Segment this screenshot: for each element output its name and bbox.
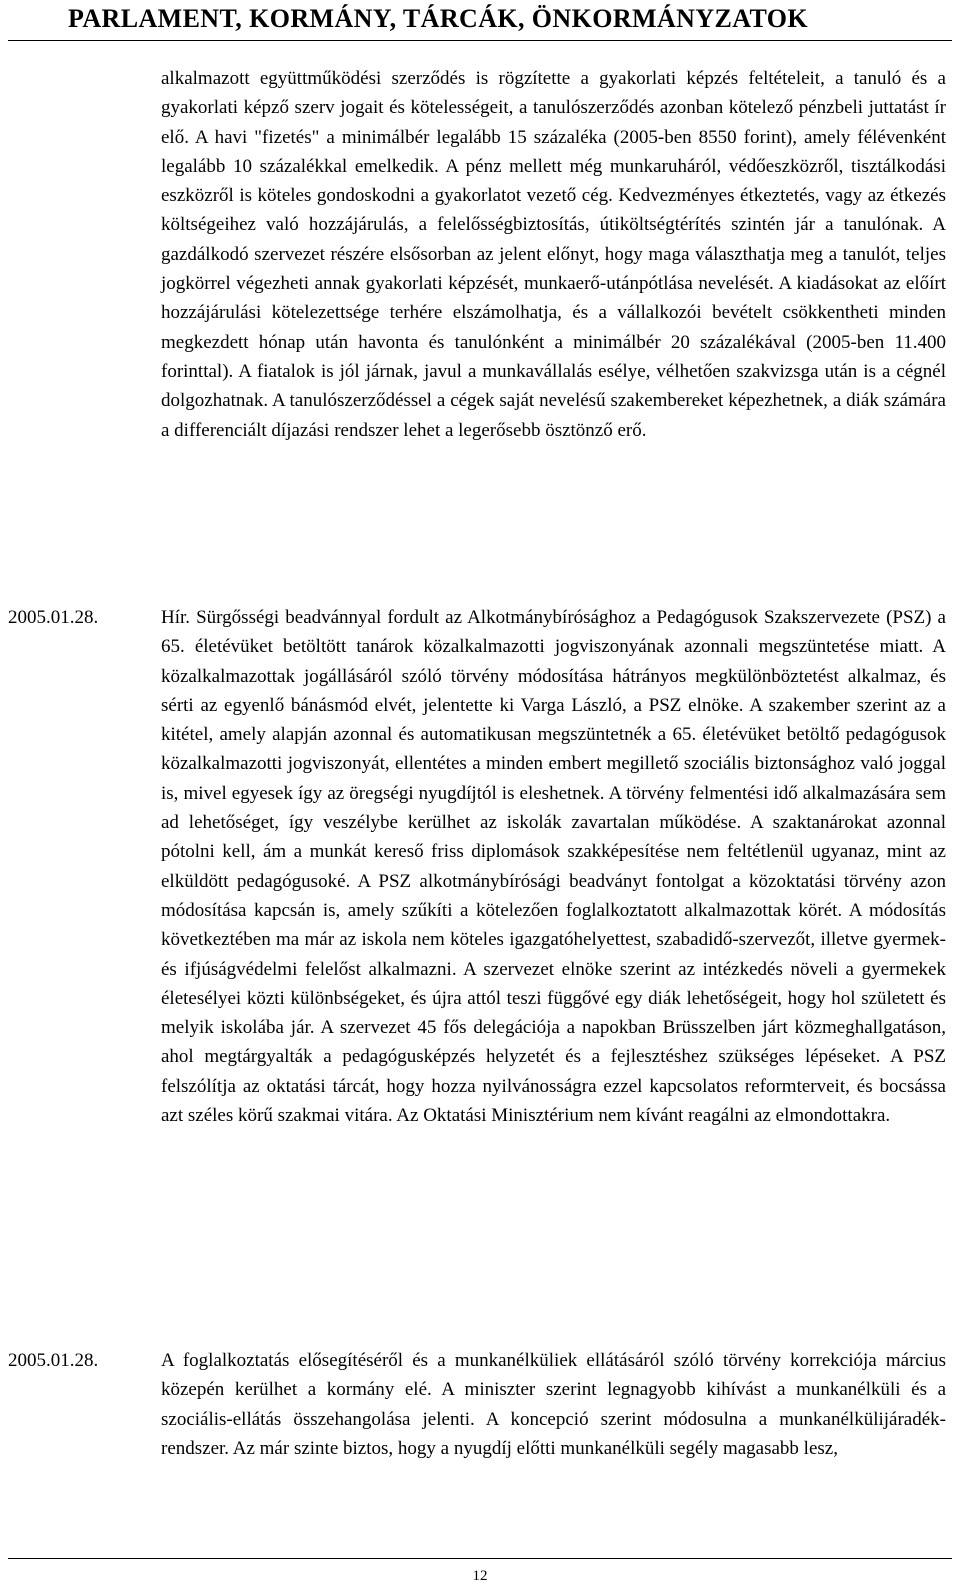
entry-text: A foglalkoztatás elősegítéséről és a munkanélküliek ellátásáról szóló törvény korrekciója március közepén kerülhet a kormány elé. A miniszter szerint legnagyobb kihívást a munkanélküli és a szociális-ellátás összehangolása jelenti. A koncepció szerint módosulna a munkanélkülijáradék-rendszer. Az már szinte biztos, hogy a nyugdíj előtti munkanélküli segély magasabb lesz, [161,1350,946,1459]
entry-text: Hír. Sürgősségi beadvánnyal fordult az Alkotmánybírósághoz a Pedagógusok Szakszervezete (PSZ) a 65. életévüket betöltött tanárok közalkalmazotti jogviszonyának azonnali megszüntetése miatt. A közalkalmazottak jogállásáról szóló törvény módosítása hátrányos megkülönböztetést alkalmaz, és sérti az egyenlő bánásmód elvét, jelentette ki Varga László, a PSZ elnöke. A szakember szerint az a kitétel, amely alapján azonnal és automatikusan megszüntetnék a 65. életévüket betöltő pedagógusok közalkalmazotti jogviszonyát, ellentétes a minden embert megillető szociális biztonsághoz való joggal is, mivel egyesek így az öregségi nyugdíjtól is eleshetnek. A törvény felmentési idő alkalmazására sem ad lehetőséget, így veszélybe kerülhet az iskolák zavartalan működése. A szaktanárokat azonnal pótolni kell, ám a munkát kereső friss diplomások szakképesítése nem feltétlenül ugyanaz, mint az elküldött pedagógusoké. A PSZ alkotmánybírósági beadványt fontolgat a közoktatási törvény azon módosítása kapcsán is, amely szűkíti a kötelezően foglalkoztatott alkalmazottak körét. A módosítás következtében ma már az iskola nem köteles igazgatóhelyettest, szabadidő-szervezőt, illetve gyermek- és ifjúságvédelmi felelőst alkalmazni. A szervezet elnöke szerint az intézkedés növeli a gyermekek életesélyei közti különbségeket, és újra attól teszi függővé egy diák lehetőségeit, hogy hol született és melyik iskolába jár. A szervezet 45 fős delegációja a napokban Brüsszelben járt közmeghallgatáson, ahol megtárgyalták a pedagógusképzés helyzetét és a fejlesztéshez szükséges lépéseket. A PSZ felszólítja az oktatási tárcát, hogy hozza nyilvánosságra ezzel kapcsolatos reformterveit, és bocsássa azt széles körű szakmai vitára. Az Oktatási Minisztérium nem kívánt reagálni az elmondottakra. [161,607,946,1127]
entry-date: 2005.01.28. [8,607,99,628]
entry-date: 2005.01.28. [8,1350,99,1371]
page-number: 12 [472,1568,488,1584]
news-entry [8,1346,952,1463]
header-title: PARLAMENT, KORMÁNY, TÁRCÁK, ÖNKORMÁNYZATOK [68,4,809,33]
news-entry [8,603,952,1130]
news-entry [8,64,952,445]
page-header [8,4,952,41]
entry-text: alkalmazott együttműködési szerződés is rögzítette a gyakorlati képzés feltételeit, a tanuló és a gyakorlati képző szerv jogait és kötelességeit, a tanulószerződés azonban kötelező pénzbeli juttatást ír elő. A havi "fizetés" a minimálbér legalább 15 százaléka (2005-ben 8550 forint), amely félévenként legalább 10 százalékkal emelkedik. A pénz mellett még munkaruháról, védőeszközről, tisztálkodási eszközről is köteles gondoskodni a gyakorlatot vezető cég. Kedvezményes étkeztetés, vagy az étkezés költségeihez való hozzájárulás, a felelősségbiztosítás, útiköltségtérítés szintén jár a tanulónak. A gazdálkodó szervezet részére elsősorban az jelent előnyt, hogy maga választhatja meg a tanulót, teljes jogkörrel végezheti annak gyakorlati képzését, munkaerő-utánpótlása nevelését. A kiadásokat az előírt hozzájárulási kötelezettsége terhére elszámolhatja, és a vállalkozói bevételt csökkentheti minden megkezdett hónap után havonta és tanulónként a minimálbér 20 százalékával (2005-ben 11.400 forinttal). A fiatalok is jól járnak, javul a munkavállalás esélye, vélhetően szakvizsga után is a cégnél dolgozhatnak. A tanulószerződéssel a cégek saját nevelésű szakembereket képezhetnek, a diák számára a differenciált díjazási rendszer lehet a legerősebb ösztönző erő. [161,68,946,441]
footer-divider [8,1558,952,1559]
